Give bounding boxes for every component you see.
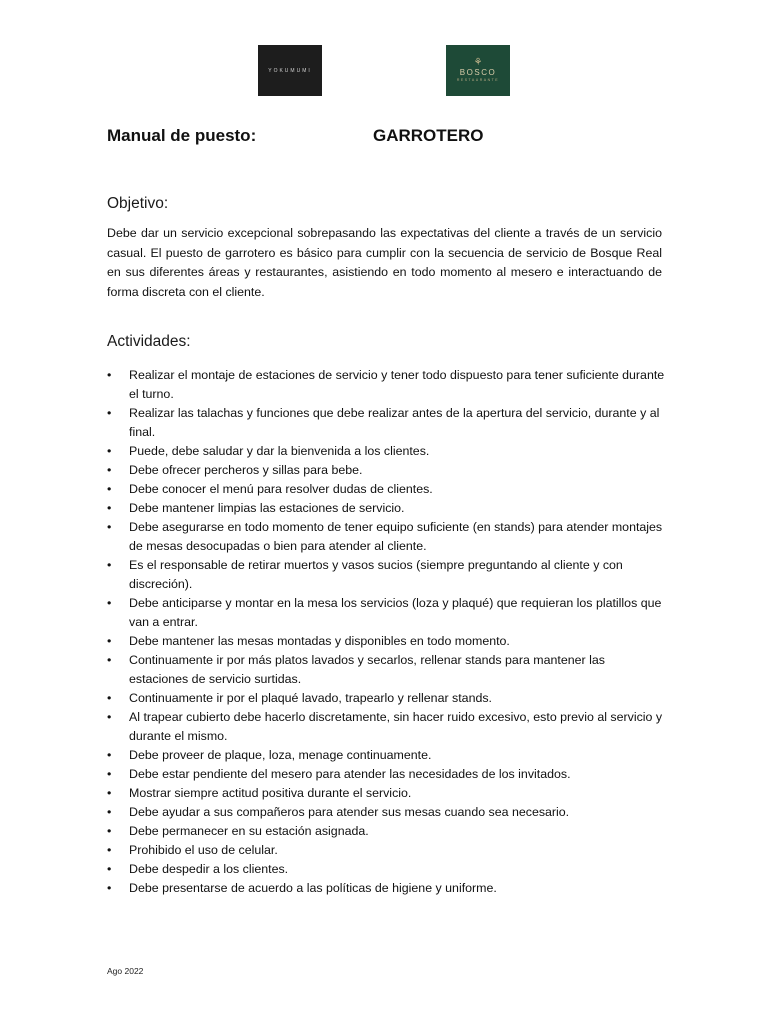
activity-item — [107, 879, 667, 898]
logo-left-text: YOKUMUMI — [268, 67, 312, 74]
bullet-icon: • — [107, 482, 112, 496]
activity-item — [107, 651, 667, 689]
activity-text: Prohibido el uso de celular. — [129, 843, 278, 857]
activities-list — [107, 366, 667, 898]
bullet-icon: • — [107, 558, 112, 572]
bullet-icon: • — [107, 406, 112, 420]
activity-text: Debe estar pendiente del mesero para atender las necesidades de los invitados. — [129, 767, 571, 781]
activity-item — [107, 841, 667, 860]
activity-item — [107, 480, 667, 499]
logo-right — [446, 45, 510, 96]
document-title — [107, 126, 667, 150]
activity-text: Debe despedir a los clientes. — [129, 862, 289, 876]
activities-heading: Actividades: — [107, 333, 191, 350]
activity-item — [107, 803, 667, 822]
bullet-icon: • — [107, 368, 112, 382]
activity-text: Mostrar siempre actitud positiva durante el servicio. — [129, 786, 412, 800]
activity-item — [107, 366, 667, 404]
bullet-icon: • — [107, 824, 112, 838]
footer-date: Ago 2022 — [107, 966, 144, 976]
bullet-icon: • — [107, 862, 112, 876]
bullet-icon: • — [107, 501, 112, 515]
bullet-icon: • — [107, 444, 112, 458]
bullet-icon: • — [107, 843, 112, 857]
logo-left — [258, 45, 322, 96]
bullet-icon: • — [107, 634, 112, 648]
bullet-icon: • — [107, 463, 112, 477]
title-label: Manual de puesto: — [107, 126, 257, 145]
bullet-icon: • — [107, 710, 112, 724]
logo-right-subtitle: RESTAURANTE — [456, 78, 500, 82]
activity-text: Debe mantener las mesas montadas y disponibles en todo momento. — [129, 634, 510, 648]
activity-item — [107, 499, 667, 518]
activity-item — [107, 746, 667, 765]
fork-tree-icon: ⚘ — [473, 57, 483, 68]
bullet-icon: • — [107, 805, 112, 819]
bullet-icon: • — [107, 881, 112, 895]
activity-text: Puede, debe saludar y dar la bienvenida a los clientes. — [129, 444, 430, 458]
activity-text: Continuamente ir por más platos lavados y secarlos, rellenar stands para mantener las estaciones de servicio surtidas. — [129, 653, 605, 686]
objective-heading: Objetivo: — [107, 195, 169, 212]
activity-item — [107, 404, 667, 442]
title-value: GARROTERO — [373, 126, 484, 145]
activity-text: Debe anticiparse y montar en la mesa los servicios (loza y plaqué) que requieran los platillos que van a entrar. — [129, 596, 662, 629]
activity-item — [107, 556, 667, 594]
activity-item — [107, 765, 667, 784]
activity-text: Realizar el montaje de estaciones de servicio y tener todo dispuesto para tener suficiente durante el turno. — [129, 368, 665, 401]
activity-text: Debe ayudar a sus compañeros para atender sus mesas cuando sea necesario. — [129, 805, 570, 819]
bullet-icon: • — [107, 653, 112, 667]
logo-right-text: BOSCO — [459, 68, 497, 77]
activity-text: Al trapear cubierto debe hacerlo discretamente, sin hacer ruido excesivo, esto previo al servicio y durante el mismo. — [129, 710, 663, 743]
bullet-icon: • — [107, 786, 112, 800]
activity-text: Realizar las talachas y funciones que debe realizar antes de la apertura del servicio, durante y al final. — [129, 406, 660, 439]
activity-text: Es el responsable de retirar muertos y vasos sucios (siempre preguntando al cliente y con discreción). — [129, 558, 623, 591]
bullet-icon: • — [107, 748, 112, 762]
activity-item — [107, 442, 667, 461]
activity-text: Debe presentarse de acuerdo a las políticas de higiene y uniforme. — [129, 881, 497, 895]
bullet-icon: • — [107, 767, 112, 781]
activity-text: Debe asegurarse en todo momento de tener equipo suficiente (en stands) para atender montajes de mesas desocupadas o bien para atender al cliente. — [129, 520, 663, 553]
activity-item — [107, 860, 667, 879]
activity-item — [107, 461, 667, 480]
activity-item — [107, 708, 667, 746]
activity-text: Debe permanecer en su estación asignada. — [129, 824, 369, 838]
activity-item — [107, 689, 667, 708]
activity-text: Debe conocer el menú para resolver dudas de clientes. — [129, 482, 433, 496]
bullet-icon: • — [107, 691, 112, 705]
activity-text: Debe ofrecer percheros y sillas para bebe. — [129, 463, 363, 477]
activity-text: Continuamente ir por el plaqué lavado, trapearlo y rellenar stands. — [129, 691, 492, 705]
activity-item — [107, 518, 667, 556]
activity-item — [107, 784, 667, 803]
bullet-icon: • — [107, 520, 112, 534]
activity-text: Debe mantener limpias las estaciones de servicio. — [129, 501, 405, 515]
activity-item — [107, 594, 667, 632]
activity-item — [107, 632, 667, 651]
objective-text: Debe dar un servicio excepcional sobrepasando las expectativas del cliente a través de un servicio casual. El puesto de garrotero es básico para cumplir con la secuencia de servicio de Bosque Real en sus diferentes áreas y restaurantes, asistiendo en todo momento al mesero e interactuando de forma discreta con el cliente. — [107, 226, 662, 299]
activity-item — [107, 822, 667, 841]
activity-text: Debe proveer de plaque, loza, menage continuamente. — [129, 748, 432, 762]
bullet-icon: • — [107, 596, 112, 610]
